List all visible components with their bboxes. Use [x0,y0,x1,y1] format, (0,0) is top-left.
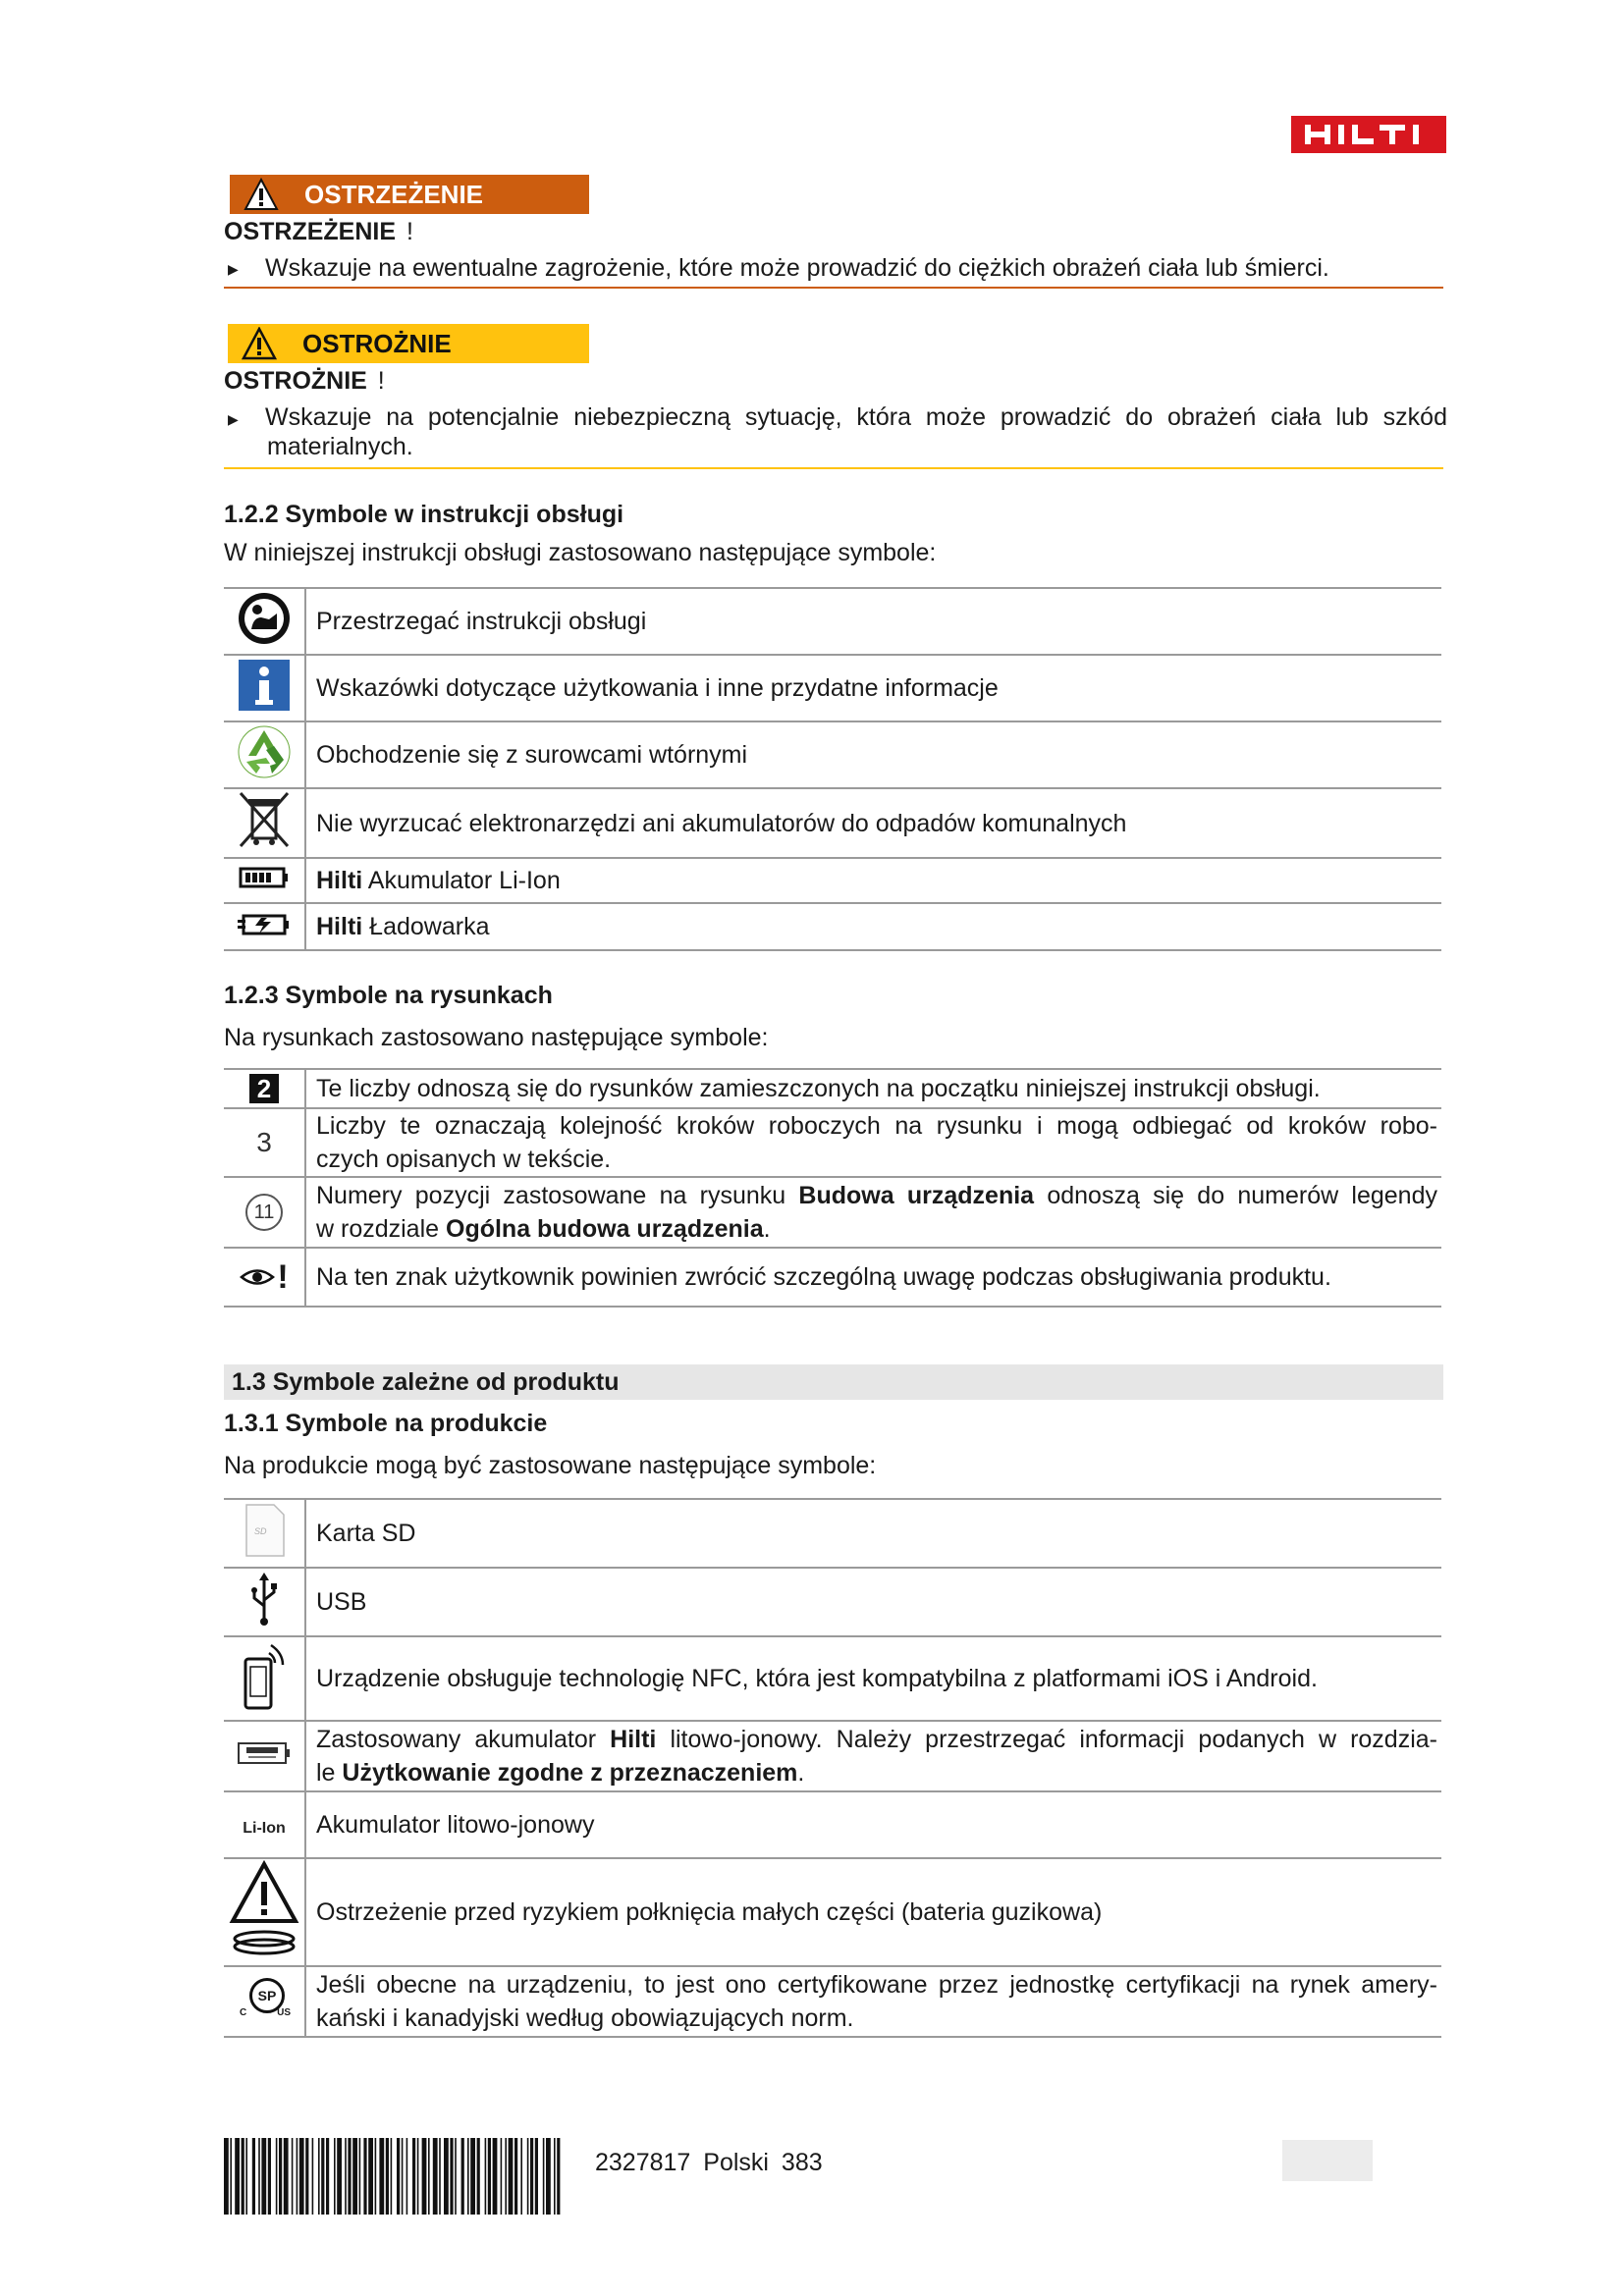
barcode-bar [412,2138,415,2215]
barcode-bar [543,2138,545,2215]
barcode-bar [514,2138,517,2215]
symbol-text-line1 [316,1723,1441,1756]
table-row [224,1721,1441,1791]
table-row [224,858,1441,903]
icon-cell [224,1069,305,1108]
barcode-bar [224,2138,229,2215]
icon-cell [224,1791,305,1858]
warning-mark: ! [406,218,413,245]
barcode-bar [252,2138,255,2215]
symbol-text: Akumulator litowo-jonowy [305,1791,1441,1858]
barcode-bar [477,2138,480,2215]
table-row [224,1108,1441,1177]
barcode-bar [530,2138,533,2215]
manual-icon [236,590,293,647]
recycle-icon [237,724,292,779]
hilti-battery-icon [237,1740,292,1766]
caution-mark: ! [377,367,385,395]
barcode-bar [461,2138,464,2215]
nfc-phone-icon [240,1639,289,1712]
symbol-text-line2: czych opisanych w tekście. [316,1146,612,1173]
barcode-bar [235,2138,240,2215]
barcode-bar [455,2138,457,2215]
footer-doc-number: 2327817 [595,2149,691,2176]
footer-page-number: 383 [781,2149,823,2176]
symbol-text-line2: kański i kanadyjski według obowiązujących norm. [316,2004,854,2032]
barcode-bar [467,2138,469,2215]
icon-cell [224,1966,305,2037]
icon-cell [224,1721,305,1791]
symbol-text: Wskazówki dotyczące użytkowania i inne przydatne informacje [305,655,1441,721]
table-row [224,1858,1441,1966]
symbol-text: Te liczby odnoszą się do rysunków zamieszczonych na początku niniejszej instrukcji obsługi. [305,1069,1441,1108]
warning-triangle-icon [242,327,277,360]
caution-banner-label: OSTROŻNIE [302,328,452,358]
barcode-bar [501,2138,503,2215]
barcode-bar [318,2138,320,2215]
crossed-bin-icon [235,789,294,850]
text-fragment: . [763,1215,771,1243]
symbol-desc: Ładowarka [369,913,490,940]
symbol-text: Obchodzenie się z surowcami wtórnymi [305,721,1441,788]
barcode-bar [386,2138,389,2215]
barcode-bar [230,2138,232,2215]
barcode-bar [345,2138,347,2215]
barcode-bar [439,2138,441,2215]
symbols-table-product [224,1498,1441,2038]
symbol-text-line1: Jeśli obecne na urządzeniu, to jest ono certyfikowane przez jednostkę certyfikacji na rynek amery- [316,1971,1437,1999]
barcode-bar [268,2138,271,2215]
icon-cell [224,1248,305,1307]
footer-language: Polski [703,2149,769,2176]
icon-cell [224,903,305,950]
position-number-icon: 11 [245,1194,283,1231]
coin-battery-warning-icon [229,1860,299,1958]
svg-text:SD: SD [254,1525,267,1536]
barcode-bar [488,2138,491,2215]
symbols-table-figures [224,1068,1441,1308]
footer-text [595,2146,823,2179]
csa-us-mark: US [277,2006,291,2018]
barcode-bar [321,2138,324,2215]
barcode-bar [292,2138,294,2215]
barcode-bar [485,2138,487,2215]
section-intro-1-2-3: Na rysunkach zastosowano następujące symbole: [224,1024,769,1051]
barcode-bar [348,2138,351,2215]
icon-cell [224,1568,305,1636]
section-intro-1-3-1: Na produkcie mogą być zastosowane następujące symbole: [224,1452,877,1479]
barcode-bar [337,2138,342,2215]
table-row [224,588,1441,655]
step-number-icon: 3 [256,1127,272,1157]
barcode-bar [334,2138,336,2215]
symbol-text: USB [305,1568,1441,1636]
table-row [224,1177,1441,1248]
caution-text-line2: materialnych. [267,433,413,460]
warning-banner-label: OSTRZEŻENIE [304,179,484,209]
barcode-bar [520,2138,522,2215]
icon-cell [224,1499,305,1568]
table-row [224,1248,1441,1307]
caution-text-line1: Wskazuje na potencjalnie niebezpieczną sytuację, która może prowadzić do obrażeń ciała lub szkód [265,403,1447,431]
bold-fragment: Hilti [610,1726,657,1753]
figure-number-icon: 2 [249,1074,279,1103]
warning-triangle-icon [244,178,279,211]
barcode-bar [546,2138,551,2215]
barcode-bar [554,2138,556,2215]
symbol-text-line2 [316,1756,1441,1789]
table-row [224,1499,1441,1568]
barcode-bar [391,2138,393,2215]
symbol-text [305,1721,1441,1791]
barcode-bar [450,2138,453,2215]
barcode-bar [245,2138,247,2215]
symbol-text: Przestrzegać instrukcji obsługi [305,588,1441,655]
text-fragment: odnoszą się do numerów legendy [1034,1182,1437,1209]
barcode-bar [402,2138,404,2215]
footer-tab [1282,2140,1373,2181]
barcode-bar [406,2138,408,2215]
caution-title [224,367,385,396]
barcode-graphic [224,2138,562,2215]
text-fragment: . [797,1759,805,1787]
barcode [224,2138,562,2215]
barcode-bar [258,2138,260,2215]
csa-main-mark: SP [249,1978,285,2013]
icon-cell [224,858,305,903]
table-row [224,1636,1441,1721]
caution-title-text: OSTROŻNIE [224,367,367,395]
table-row [224,1568,1441,1636]
barcode-bar [368,2138,373,2215]
icon-cell [224,788,305,858]
section-intro-1-2-2: W niniejszej instrukcji obsługi zastosowano następujące symbole: [224,539,937,566]
sd-card-icon [243,1503,286,1558]
barcode-bar [417,2138,419,2215]
barcode-bar [509,2138,514,2215]
bold-fragment: Budowa urządzenia [798,1182,1035,1209]
barcode-bar [433,2138,438,2215]
barcode-bar [326,2138,329,2215]
icon-cell [224,1858,305,1966]
barcode-bar [359,2138,361,2215]
bullet-icon: ▶ [228,261,239,277]
info-icon [238,659,291,712]
warning-title [224,218,413,246]
barcode-bar [352,2138,357,2215]
li-ion-icon: Li-Ion [243,1819,286,1837]
eye-icon [240,1266,275,1288]
icon-cell [224,588,305,655]
text-fragment: Numery pozycji zastosowane na rysunku [316,1182,799,1209]
icon-cell [224,721,305,788]
warning-rule [224,287,1443,289]
barcode-bar [284,2138,289,2215]
table-row [224,1966,1441,2037]
symbol-text [305,1966,1441,2037]
battery-icon [239,866,290,889]
warning-text: Wskazuje na ewentualne zagrożenie, które może prowadzić do ciężkich obrażeń ciała lub śmierci. [265,254,1329,282]
barcode-bar [375,2138,377,2215]
warning-title-text: OSTRZEŻENIE [224,218,397,245]
brand-text: Hilti [316,913,363,940]
barcode-bar [493,2138,498,2215]
barcode-bar [363,2138,366,2215]
barcode-bar [279,2138,282,2215]
symbol-text [305,1177,1441,1248]
table-row [224,721,1441,788]
symbol-text-line2 [316,1212,1441,1246]
barcode-bar [527,2138,529,2215]
icon-cell [224,1177,305,1248]
section-heading-1-3-1: 1.3.1 Symbole na produkcie [224,1410,548,1437]
caution-banner [228,324,589,363]
barcode-bar [557,2138,560,2215]
warning-banner [230,175,589,214]
barcode-bar [312,2138,314,2215]
text-fragment: Zastosowany akumulator [316,1726,611,1753]
brand-text: Hilti [316,867,363,894]
barcode-bar [444,2138,449,2215]
table-row [224,1791,1441,1858]
text-fragment: litowo-jonowy. Należy przestrzegać informacji podanych w rozdzia- [656,1726,1437,1753]
table-row [224,788,1441,858]
barcode-bar [305,2138,308,2215]
icon-cell [224,1636,305,1721]
symbol-desc: Akumulator Li-Ion [367,867,561,894]
symbols-table-manual [224,587,1441,951]
symbol-text: Nie wyrzucać elektronarzędzi ani akumulatorów do odpadów komunalnych [305,788,1441,858]
symbol-text [305,858,1441,903]
symbol-text: Karta SD [305,1499,1441,1568]
symbol-text [305,903,1441,950]
barcode-bar [397,2138,400,2215]
icon-cell [224,655,305,721]
text-fragment: w rozdziale [316,1215,446,1243]
barcode-bar [379,2138,384,2215]
exclamation-mark: ! [277,1257,289,1296]
csa-certification-icon [238,1976,291,2021]
symbol-text [305,1108,1441,1177]
bold-fragment: Użytkowanie zgodne z przeznaczeniem [342,1759,798,1787]
barcode-bar [470,2138,475,2215]
caution-rule [224,467,1443,469]
barcode-bar [428,2138,430,2215]
table-row [224,903,1441,950]
symbol-text-line1 [316,1179,1441,1212]
symbol-text: Na ten znak użytkownik powinien zwrócić szczególną uwagę podczas obsługiwania produktu. [305,1248,1441,1307]
table-row [224,1069,1441,1108]
bullet-icon: ▶ [228,411,239,427]
barcode-bar [535,2138,538,2215]
barcode-bar [242,2138,244,2215]
barcode-bar [297,2138,298,2215]
section-heading-1-2-2: 1.2.2 Symbole w instrukcji obsługi [224,501,624,528]
symbol-text: Ostrzeżenie przed ryzykiem połknięcia małych części (bateria guzikowa) [305,1858,1441,1966]
symbol-text: Urządzenie obsługuje technologię NFC, która jest kompatybilna z platformami iOS i Android. [305,1636,1441,1721]
barcode-bar [261,2138,266,2215]
usb-icon [249,1571,279,1628]
table-row [224,655,1441,721]
hilti-logo [1291,116,1446,153]
text-fragment: le [316,1759,343,1787]
charger-icon [236,910,293,937]
barcode-bar [276,2138,278,2215]
barcode-bar [422,2138,427,2215]
icon-cell [224,1108,305,1177]
barcode-bar [299,2138,304,2215]
bold-fragment: Ogólna budowa urządzenia [446,1215,764,1243]
eye-attention-icon [240,1258,288,1297]
section-heading-1-3: 1.3 Symbole zależne od produktu [224,1364,1443,1400]
symbol-text-line1: Liczby te oznaczają kolejność kroków roboczych na rysunku i mogą odbiegać od kroków robo- [316,1112,1437,1140]
barcode-bar [505,2138,507,2215]
csa-c-mark: C [240,2006,247,2018]
section-heading-1-2-3: 1.2.3 Symbole na rysunkach [224,982,553,1009]
